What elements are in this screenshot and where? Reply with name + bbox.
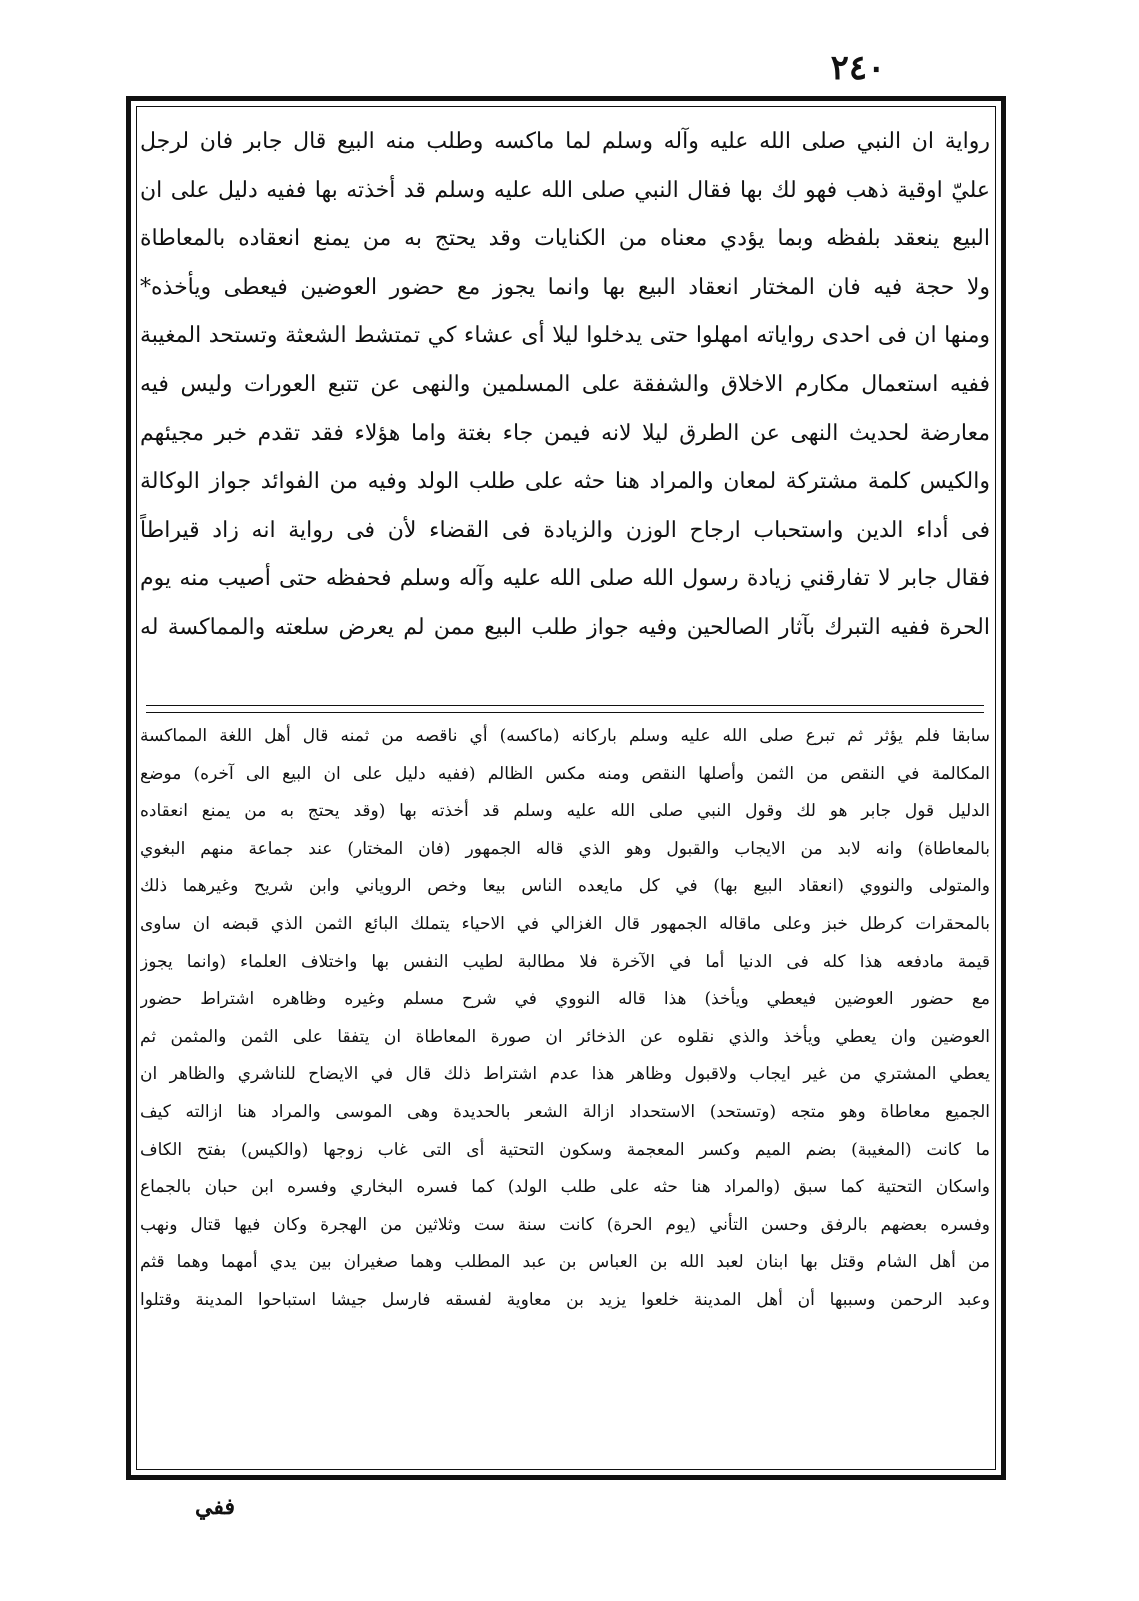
- commentary-line: يعطي المشتري من غير ايجاب ولاقبول وظاهر هذا عدم اشتراط ذلك قال في الايضاح للناشري والظاهر ان: [140, 1064, 990, 1085]
- commentary-line: الجميع معاطاة وهو متجه (وتستحد) الاستحداد ازالة الشعر بالحديدة وهى الموسى والمراد هنا ازالته كيف: [140, 1101, 990, 1122]
- commentary-line: مع حضور العوضين فيعطي ويأخذ) هذا قاله النووي في شرح مسلم وغيره وظاهره اشتراط حضور: [140, 989, 990, 1010]
- main-text-line: فى أداء الدين واستحباب ارجاح الوزن والزيادة فى القضاء لأن فى رواية انه زاد قيراطاً: [140, 517, 990, 543]
- commentary-line: بالمعاطاة) وانه لابد من الايجاب والقبول وهو الذي قاله الجمهور (فان المختار) عند جماعة منهم البغوي: [140, 838, 990, 859]
- commentary-line: الدليل قول جابر هو لك وقول النبي صلى الله عليه وسلم قد أخذته بها (وقد يحتج به من يمنع انعقاده: [140, 801, 990, 822]
- commentary-line: سابقا فلم يؤثر ثم تبرع صلى الله عليه وسلم باركانه (ماكسه) أي ناقصه من ثمنه قال أهل اللغة المماكسة: [140, 726, 990, 746]
- commentary-line: المكالمة في النقص من الثمن وأصلها النقص ومنه مكس الظالم (ففيه دليل على ان البيع الى آخره) موضع: [140, 763, 990, 784]
- commentary-line: بالمحقرات كرطل خبز وعلى ماقاله الجمهور قال الغزالي في الاحياء يتملك البائع الثمن الذي قبضه ان ساوى: [140, 913, 990, 934]
- section-divider: [146, 705, 984, 706]
- commentary-line: ما كانت (المغيبة) بضم الميم وكسر المعجمة وسكون التحتية أى التى غاب زوجها (والكيس) بفتح الكاف: [140, 1139, 990, 1160]
- main-text-block: [140, 118, 990, 653]
- main-text-line: فقال جابر لا تفارقني زيادة رسول الله صلى الله عليه وآله وسلم فحفظه حتى أصيب منه يوم: [140, 566, 990, 592]
- main-text-line: البيع ينعقد بلفظه وبما يؤدي معناه من الكنايات وقد يحتج به من يمنع انعقاده بالمعاطاة: [140, 226, 990, 252]
- commentary-line: واسكان التحتية كما سبق (والمراد هنا حثه على طلب الولد) كما فسره البخاري وفسره ابن حبان بالجماع: [140, 1177, 990, 1198]
- main-text-line: رواية ان النبي صلى الله عليه وآله وسلم لما ماكسه وطلب منه البيع قال جابر فان لرجل: [140, 129, 990, 154]
- main-text-line: ففيه استعمال مكارم الاخلاق والشفقة على المسلمين والنهى عن تتبع العورات وليس فيه: [140, 371, 990, 397]
- main-text-line: عليّ اوقية ذهب فهو لك بها فقال النبي صلى الله عليه وسلم قد أخذته بها ففيه دليل على ان: [140, 177, 990, 203]
- commentary-line: وعبد الرحمن وسببها أن أهل المدينة خلعوا يزيد بن معاوية لفسقه فارسل جيشا استباحوا المدينة وقتلوا: [140, 1289, 990, 1310]
- main-text-line: ولا حجة فيه فان المختار انعقاد البيع بها وانما يجوز مع حضور العوضين فيعطى ويأخذه*: [140, 274, 990, 300]
- commentary-block: [140, 718, 990, 1320]
- section-divider-second-rule: [146, 712, 984, 713]
- main-text-line: والكيس كلمة مشتركة لمعان والمراد هنا حثه على طلب الولد وفيه من الفوائد جواز الوكالة: [140, 469, 990, 495]
- commentary-line: والمتولى والنووي (انعقاد البيع بها) في كل مايعده الناس بيعا وخص الروياني وابن شريح وغيرهما ذلك: [140, 876, 990, 897]
- commentary-line: العوضين وان يعطي ويأخذ والذي نقلوه عن الذخائر ان صورة المعاطاة ان يتفقا على الثمن والمثمن ثم: [140, 1026, 990, 1047]
- commentary-line: من أهل الشام وقتل بها ابنان لعبد الله بن العباس بن عبد المطلب وهما صغيران بين يدي أمهما وهما قثم: [140, 1252, 990, 1273]
- main-text-line: ومنها ان فى احدى رواياته امهلوا حتى يدخلوا ليلا أى عشاء كي تمتشط الشعثة وتستحد المغيبة: [140, 323, 990, 349]
- page-number: ٢٤٠: [830, 48, 886, 88]
- main-text-line: معارضة لحديث النهى عن الطرق ليلا لانه فيمن جاء بغتة واما هؤلاء فقد تقدم خبر مجيئهم: [140, 420, 990, 446]
- commentary-line: قيمة مادفعه هذا كله فى الدنيا أما في الآخرة فلا مطالبة لطيب النفس بها واختلاف العلماء (وانما يجوز: [140, 951, 990, 972]
- main-text-line: الحرة ففيه التبرك بآثار الصالحين وفيه جواز طلب البيع ممن لم يعرض سلعته والمماكسة له: [140, 614, 990, 640]
- catchword: ففي: [195, 1494, 235, 1520]
- commentary-line: وفسره بعضهم بالرفق وحسن التأني (يوم الحرة) كانت سنة ست وثلاثين من الهجرة وكان فيها قتال ونهب: [140, 1214, 990, 1235]
